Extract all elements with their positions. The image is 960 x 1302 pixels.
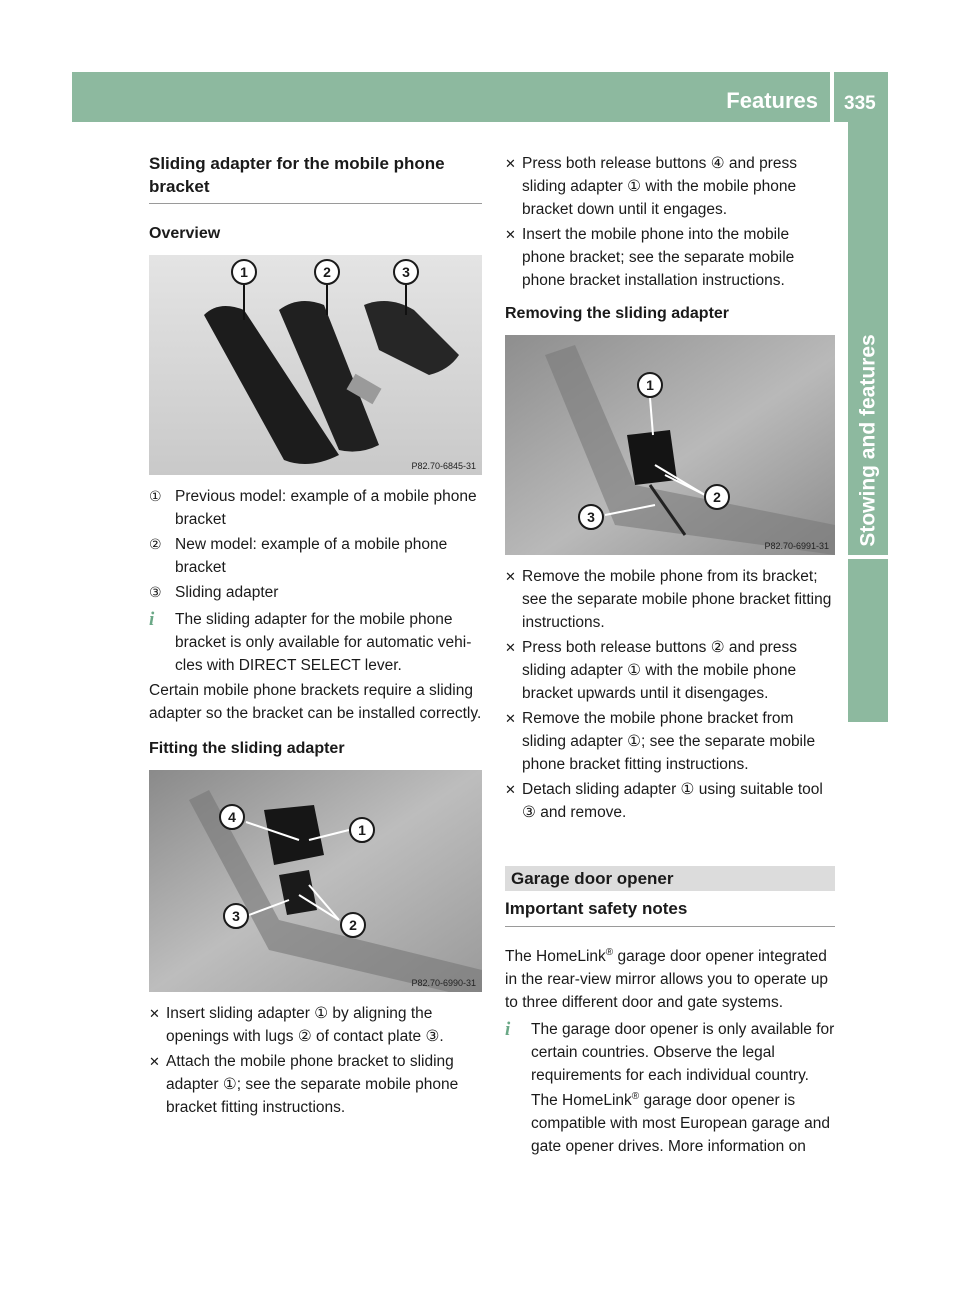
- step-arrow-icon: ✕: [505, 711, 516, 726]
- legend-number: ②: [149, 536, 162, 552]
- paragraph: [505, 945, 835, 1014]
- callout-2: 2: [349, 917, 357, 933]
- instruction-step: [505, 707, 835, 776]
- left-column: [149, 152, 482, 1121]
- figure-brackets-overview: [149, 255, 482, 475]
- header-title: Features: [726, 88, 818, 113]
- callout-3: 3: [402, 264, 410, 280]
- header-separator: [830, 72, 834, 122]
- side-tab-label-wrap: [848, 330, 888, 550]
- info-icon: i: [505, 1019, 511, 1040]
- legend-text: Sliding adapter: [175, 584, 279, 601]
- figure-ref: P82.70-6991-31: [764, 541, 829, 551]
- figure-ref: P82.70-6845-31: [411, 461, 476, 471]
- instruction-step: [505, 778, 835, 824]
- callout-2: 2: [323, 264, 331, 280]
- step-text: Insert the mobile phone into the mobile phone bracket; see the separate mobile phone bracket installation instructions.: [522, 226, 795, 289]
- step-text: Insert sliding adapter ① by aligning the openings with lugs ② of contact plate ③.: [166, 1005, 444, 1045]
- instruction-step: [149, 1050, 482, 1119]
- info-icon: i: [149, 609, 155, 630]
- figure-fitting: [149, 770, 482, 992]
- figure-removing: [505, 335, 835, 555]
- note-part: garage door opener is compatible with most European garage and gate opener drives. More information on: [531, 1092, 830, 1155]
- callout-1: 1: [358, 822, 366, 838]
- legend-number: ③: [149, 584, 162, 600]
- info-note: [505, 1018, 835, 1087]
- step-text: Press both release buttons ④ and press sliding adapter ① with the mobile phone bracket down until it engages.: [522, 155, 797, 218]
- info-note: [149, 608, 482, 677]
- removing-illustration: [505, 335, 835, 555]
- callout-4: 4: [228, 809, 236, 825]
- para-part: The HomeLink: [505, 948, 606, 965]
- step-arrow-icon: ✕: [149, 1054, 160, 1069]
- instruction-step: [505, 152, 835, 221]
- step-text: Remove the mobile phone from its bracket; see the separate mobile phone bracket fitting instructions.: [522, 568, 832, 631]
- note-text: The garage door opener is only available for certain countries. Observe the legal requirements for each individual country.: [531, 1021, 835, 1084]
- fitting-heading: Fitting the sliding adapter: [149, 740, 345, 757]
- step-text: Press both release buttons ② and press sliding adapter ① with the mobile phone bracket upwards until it disengages.: [522, 639, 797, 702]
- side-tab-label: Stowing and features: [856, 333, 880, 547]
- step-arrow-icon: ✕: [505, 156, 516, 171]
- callout-3: 3: [587, 509, 595, 525]
- callout-2: 2: [713, 489, 721, 505]
- instruction-step: [505, 636, 835, 705]
- garage-heading: Garage door opener: [505, 866, 835, 891]
- step-text: Remove the mobile phone bracket from sliding adapter ①; see the separate mobile phone bracket fitting instructions.: [522, 710, 816, 773]
- legend-item: [149, 533, 482, 579]
- step-arrow-icon: ✕: [505, 227, 516, 242]
- legend-text: New model: example of a mobile phone bracket: [175, 536, 448, 576]
- instruction-step: [505, 565, 835, 634]
- section-title: Sliding adapter for the mobile phone bracket: [149, 152, 482, 204]
- overview-heading: Overview: [149, 225, 221, 242]
- registered-mark: ®: [605, 946, 614, 958]
- instruction-step: [149, 1002, 482, 1048]
- step-text: Attach the mobile phone bracket to sliding adapter ①; see the separate mobile phone bracket fitting instructions.: [166, 1053, 459, 1116]
- note-continuation: [505, 1089, 835, 1158]
- step-arrow-icon: ✕: [505, 782, 516, 797]
- side-tab-separator: [848, 555, 888, 559]
- figure-ref: P82.70-6990-31: [411, 978, 476, 988]
- note-part: The HomeLink: [531, 1092, 632, 1109]
- legend-item: [149, 581, 482, 604]
- right-column: [505, 152, 835, 1158]
- step-arrow-icon: ✕: [505, 640, 516, 655]
- callout-3: 3: [232, 908, 240, 924]
- callout-1: 1: [240, 264, 248, 280]
- legend-text: Previous model: example of a mobile phone bracket: [175, 488, 477, 528]
- brackets-illustration: [149, 255, 482, 475]
- legend-number: ①: [149, 488, 162, 504]
- note-text: The sliding adapter for the mobile phone bracket is only available for automatic vehicles with DIRECT SELECT lever.: [175, 611, 472, 674]
- step-text: Detach sliding adapter ① using suitable tool ③ and remove.: [522, 781, 823, 821]
- step-arrow-icon: ✕: [505, 569, 516, 584]
- paragraph: Certain mobile phone brackets require a sliding adapter so the bracket can be installed correctly.: [149, 682, 482, 722]
- legend-item: [149, 485, 482, 531]
- instruction-step: [505, 223, 835, 292]
- safety-heading: Important safety notes: [505, 897, 835, 927]
- step-arrow-icon: ✕: [149, 1006, 160, 1021]
- page-number: 335: [844, 93, 876, 114]
- callout-1: 1: [646, 377, 654, 393]
- removing-heading: Removing the sliding adapter: [505, 305, 730, 322]
- registered-mark: ®: [631, 1090, 640, 1102]
- para-part: garage door opener integrated in the rear-view mirror allows you to operate up to three different door and gate systems.: [505, 948, 829, 1011]
- fitting-illustration: [149, 770, 482, 992]
